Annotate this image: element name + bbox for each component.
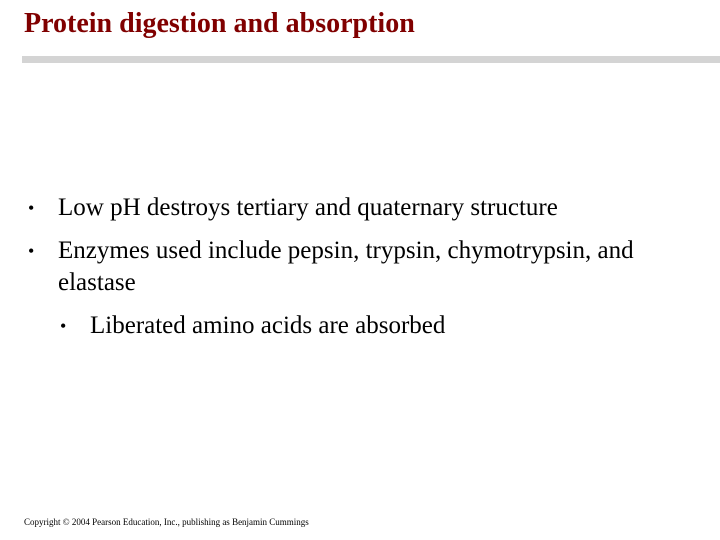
sub-bullet-text: Liberated amino acids are absorbed [90, 312, 446, 339]
sub-bullet-item [60, 310, 668, 342]
bullet-item [28, 235, 668, 299]
bullet-point-icon: • [60, 316, 67, 336]
title-divider [22, 56, 720, 63]
slide-title: Protein digestion and absorption [24, 8, 415, 39]
bullet-point-icon: • [28, 241, 35, 261]
copyright-footer: Copyright © 2004 Pearson Education, Inc., publishing as Benjamin Cummings [24, 517, 309, 527]
bullet-text: Enzymes used include pepsin, trypsin, chymotrypsin, and elastase [58, 237, 634, 296]
bullet-point-icon: • [28, 198, 35, 218]
bullet-item [28, 192, 668, 224]
bullet-text: Low pH destroys tertiary and quaternary structure [58, 194, 558, 221]
bullet-list [28, 192, 668, 353]
